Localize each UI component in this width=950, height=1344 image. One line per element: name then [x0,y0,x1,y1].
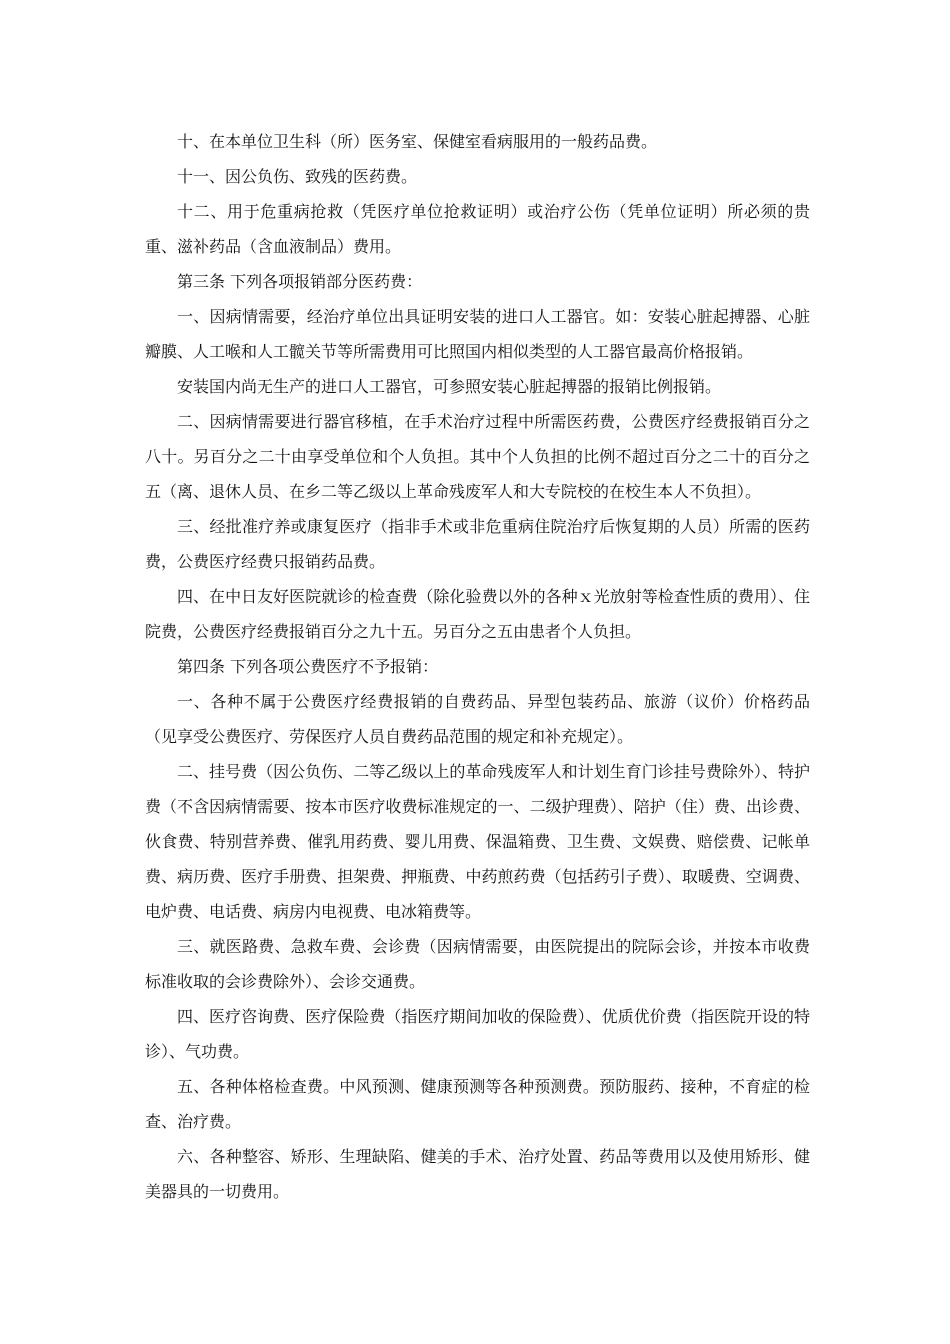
article-3-item-1-note: 安装国内尚无生产的进口人工器官，可参照安装心脏起搏器的报销比例报销。 [177,377,722,396]
article-4-item-5: 五、各种体格检查费。中风预测、健康预测等各种预测费。预防服药、接种，不育症的检查、治疗费。 [145,1077,810,1131]
article-4-heading: 第四条 下列各项公费医疗不予报销： [177,657,439,676]
paragraph-item-10: 十、在本单位卫生科（所）医务室、保健室看病服用的一般药品费。 [177,132,658,151]
document-body [145,124,810,1209]
article-3-heading: 第三条 下列各项报销部分医药费： [177,272,423,291]
article-4-item-3: 三、就医路费、急救车费、会诊费（因病情需要，由医院提出的院际会诊，并按本市收费标准收取的会诊费除外）、会诊交通费。 [145,937,810,991]
article-4-item-1: 一、各种不属于公费医疗经费报销的自费药品、异型包装药品、旅游（议价）价格药品（见享受公费医疗、劳保医疗人员自费药品范围的规定和补充规定）。 [145,692,810,746]
article-4-item-4: 四、医疗咨询费、医疗保险费（指医疗期间加收的保险费）、优质优价费（指医院开设的特诊）、气功费。 [145,1007,810,1061]
article-3-item-2: 二、因病情需要进行器官移植，在手术治疗过程中所需医药费，公费医疗经费报销百分之八十。另百分之二十由享受单位和个人负担。其中个人负担的比例不超过百分之二十的百分之五（离、退休人员、在乡二等乙级以上革命残废军人和大专院校的在校生本人不负担）。 [145,412,810,501]
paragraph-item-11: 十一、因公负伤、致残的医药费。 [177,167,418,186]
article-3-item-1: 一、因病情需要，经治疗单位出具证明安装的进口人工器官。如：安装心脏起搏器、心脏瓣膜、人工喉和人工髋关节等所需费用可比照国内相似类型的人工器官最高价格报销。 [145,307,810,361]
article-4-item-6: 六、各种整容、矫形、生理缺陷、健美的手术、治疗处置、药品等费用以及使用矫形、健美器具的一切费用。 [145,1147,810,1201]
paragraph-item-12: 十二、用于危重病抢救（凭医疗单位抢救证明）或治疗公伤（凭单位证明）所必须的贵重、滋补药品（含血液制品）费用。 [145,202,810,256]
article-3-item-4: 四、在中日友好医院就诊的检查费（除化验费以外的各种ｘ光放射等检查性质的费用）、住院费，公费医疗经费报销百分之九十五。另百分之五由患者个人负担。 [145,587,810,641]
article-4-item-2: 二、挂号费（因公负伤、二等乙级以上的革命残废军人和计划生育门诊挂号费除外）、特护费（不含因病情需要、按本市医疗收费标准规定的一、二级护理费）、陪护（住）费、出诊费、伙食费、特别营养费、催乳用药费、婴儿用费、保温箱费、卫生费、文娱费、赔偿费、记帐单费、病历费、医疗手册费、担架费、押瓶费、中药煎药费（包括药引子费）、取暖费、空调费、电炉费、电话费、病房内电视费、电冰箱费等。 [145,762,810,921]
article-3-item-3: 三、经批准疗养或康复医疗（指非手术或非危重病住院治疗后恢复期的人员）所需的医药费，公费医疗经费只报销药品费。 [145,517,810,571]
